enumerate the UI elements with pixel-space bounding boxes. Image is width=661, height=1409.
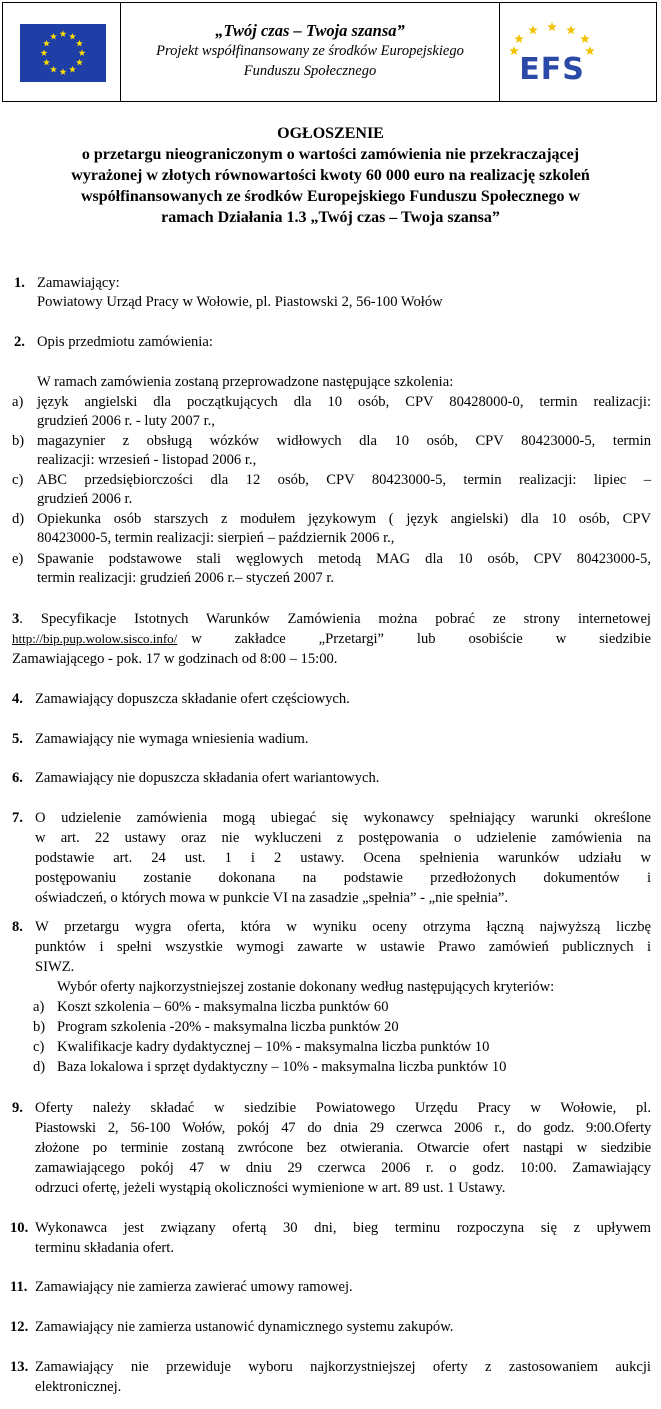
section-text: oświadczeń, o których mowa w punkcie VI na zasadzie „spełnia” - „nie spełnia”. bbox=[35, 890, 509, 906]
section-number: 10. bbox=[10, 1220, 29, 1236]
section-text: Zamawiający: bbox=[37, 275, 120, 291]
list-label: a) bbox=[12, 394, 24, 410]
header-title: „Twój czas – Twoja szansa” bbox=[215, 21, 405, 40]
efs-star-icon bbox=[580, 34, 590, 43]
list-item-text: magazynier z obsługą wózków widłowych dla 10 osób, CPV 80423000-5, termin bbox=[37, 433, 651, 449]
header-text bbox=[121, 21, 499, 81]
section-number: 2. bbox=[14, 334, 25, 350]
list-label: c) bbox=[33, 1039, 45, 1055]
list-item-text: język angielski dla początkujących dla 10 osób, CPV 80428000-0, termin realizacji: bbox=[37, 394, 651, 410]
list-label: c) bbox=[12, 472, 24, 488]
section-number: 1. bbox=[14, 275, 25, 291]
section-text: SIWZ. bbox=[35, 959, 75, 975]
section-number: 12. bbox=[10, 1319, 29, 1335]
list-item-text: Koszt szkolenia – 60% - maksymalna liczba punktów 60 bbox=[57, 999, 389, 1015]
efs-star-icon bbox=[547, 22, 557, 31]
section-text: Zamawiający nie wymaga wniesienia wadium. bbox=[35, 731, 309, 747]
list-item-text: grudzień 2006 r. - luty 2007 r., bbox=[37, 413, 215, 429]
section-text: Powiatowy Urząd Pracy w Wołowie, pl. Piastowski 2, 56-100 Wołów bbox=[37, 294, 443, 310]
section-text: Zamawiającego - pok. 17 w godzinach od 8:00 – 15:00. bbox=[12, 651, 338, 667]
list-label: b) bbox=[12, 433, 25, 449]
header-subtitle-line2: Funduszu Społecznego bbox=[243, 63, 377, 79]
section-number: 6. bbox=[12, 770, 23, 786]
section-number: 3 bbox=[12, 611, 20, 627]
section-text: Zamawiający nie zamierza zawierać umowy ramowej. bbox=[35, 1279, 353, 1295]
section-text: W przetargu wygra oferta, która w wyniku oceny otrzyma łączną najwyższą liczbę bbox=[35, 919, 651, 935]
efs-star-icon bbox=[566, 25, 576, 34]
list-item-text: Spawanie podstawowe stali węglowych metodą MAG dla 10 osób, CPV 80423000-5, bbox=[37, 551, 651, 567]
section-text: zamawiającego pokój 47 w dniu 29 czerwca 2006 r. o godz. 10:00. Zamawiający bbox=[35, 1160, 651, 1176]
section-text: Opis przedmiotu zamówienia: bbox=[37, 334, 213, 350]
list-item-text: Opiekunka osób starszych z modułem językowym ( język angielski) dla 10 osób, CPV bbox=[37, 511, 651, 527]
list-item-text: 80423000-5, termin realizacji: sierpień – październik 2006 r., bbox=[37, 530, 395, 546]
efs-star-icon bbox=[528, 25, 538, 34]
section-number: 13. bbox=[10, 1359, 29, 1375]
list-label: d) bbox=[12, 511, 25, 527]
bip-link[interactable]: http://bip.pup.wolow.sisco.info/ bbox=[12, 631, 178, 646]
heading-line: ramach Działania 1.3 „Twój czas – Twoja szansa” bbox=[161, 209, 500, 226]
section-number: 8. bbox=[12, 919, 23, 935]
announcement-heading bbox=[10, 123, 651, 228]
section-text: Piastowski 2, 56-100 Wołów, pokój 47 do dnia 29 czerwca 2006 r., do godz. 9:00.Oferty bbox=[35, 1120, 651, 1136]
section-3-line1 bbox=[12, 609, 651, 629]
section-text: W ramach zamówienia zostaną przeprowadzone następujące szkolenia: bbox=[37, 374, 454, 390]
section-text: Zamawiający nie zamierza ustanowić dynamicznego systemu zakupów. bbox=[35, 1319, 454, 1335]
section-text: punktów i spełni wszystkie wymogi zawarte w ustawie Prawo zamówień publicznych i bbox=[35, 939, 651, 955]
efs-star-icon bbox=[585, 46, 595, 55]
list-label: b) bbox=[33, 1019, 46, 1035]
heading-line: wyrażonej w złotych równowartości kwoty 60 000 euro na realizację szkoleń bbox=[71, 167, 590, 184]
efs-logo bbox=[507, 17, 597, 87]
section-number: 11. bbox=[10, 1279, 28, 1295]
section-text: Zamawiający nie dopuszcza składania ofert wariantowych. bbox=[35, 770, 380, 786]
section-number: 9. bbox=[12, 1100, 23, 1116]
efs-star-icon bbox=[509, 46, 519, 55]
section-number: 4. bbox=[12, 691, 23, 707]
section-text: Wykonawca jest związany ofertą 30 dni, bieg terminu rozpoczyna się z upływem bbox=[35, 1220, 651, 1236]
header-divider-right bbox=[499, 3, 500, 101]
section-text: Oferty należy składać w siedzibie Powiatowego Urzędu Pracy w Wołowie, pl. bbox=[35, 1100, 651, 1116]
section-text: w zakładce „Przetargi” lub osobiście w siedzibie bbox=[191, 631, 651, 647]
header-box bbox=[2, 2, 657, 102]
section-text: w art. 22 ustawy oraz nie wykluczeni z postępowania o udzielenie zamówienia na bbox=[35, 830, 651, 846]
list-label: e) bbox=[12, 551, 24, 567]
list-label: d) bbox=[33, 1059, 46, 1075]
list-item-text: Program szkolenia -20% - maksymalna liczba punktów 20 bbox=[57, 1019, 399, 1035]
list-label: a) bbox=[33, 999, 45, 1015]
section-text: złożone po terminie zostaną zwrócone bez otwierania. Otwarcie ofert nastąpi w siedzibie bbox=[35, 1140, 651, 1156]
heading-title: OGŁOSZENIE bbox=[277, 125, 384, 142]
section-text: Wybór oferty najkorzystniejszej zostanie dokonany według następujących kryteriów: bbox=[57, 979, 555, 995]
list-item-text: grudzień 2006 r. bbox=[37, 491, 133, 507]
list-item-text: ABC przedsiębiorczości dla 12 osób, CPV 80423000-5, termin realizacji: lipiec – bbox=[37, 472, 651, 488]
list-item-text: realizacji: wrzesień - listopad 2006 r., bbox=[37, 452, 257, 468]
heading-line: o przetargu nieograniczonym o wartości zamówienia nie przekraczającej bbox=[81, 146, 580, 163]
section-number: 7. bbox=[12, 810, 23, 826]
eu-flag-logo bbox=[20, 24, 106, 82]
section-text: O udzielenie zamówienia mogą ubiegać się wykonawcy spełniający warunki określone bbox=[35, 810, 651, 826]
section-text: postępowaniu zostanie dokonana na podstawie przedłożonych dokumentów i bbox=[35, 870, 651, 886]
section-text: elektronicznej. bbox=[35, 1379, 122, 1395]
section-text: Zamawiający nie przewiduje wyboru najkorzystniejszej oferty z zastosowaniem aukcji bbox=[35, 1359, 651, 1375]
list-item-text: termin realizacji: grudzień 2006 r.– styczeń 2007 r. bbox=[37, 570, 335, 586]
section-text: Zamawiający dopuszcza składanie ofert częściowych. bbox=[35, 691, 350, 707]
section-number: 5. bbox=[12, 731, 23, 747]
list-item-text: Kwalifikacje kadry dydaktycznej – 10% - maksymalna liczba punktów 10 bbox=[57, 1039, 490, 1055]
section-3-line2 bbox=[12, 629, 651, 649]
section-text: . Specyfikacje Istotnych Warunków Zamówienia można pobrać ze strony internetowej bbox=[19, 611, 651, 627]
list-item-text: Baza lokalowa i sprzęt dydaktyczny – 10% - maksymalna liczba punktów 10 bbox=[57, 1059, 507, 1075]
efs-star-icon bbox=[514, 34, 524, 43]
efs-logo-text: EFS bbox=[519, 52, 585, 87]
header-subtitle-line1: Projekt współfinansowany ze środków Europejskiego bbox=[156, 43, 464, 59]
section-text: odrzuci ofertę, jeżeli wystąpią okoliczności wymienione w art. 89 ust. 1 Ustawy. bbox=[35, 1180, 506, 1196]
section-text: podstawie art. 24 ust. 1 i 2 ustawy. Ocena spełnienia warunków udziału w bbox=[35, 850, 651, 866]
section-text: terminu składania ofert. bbox=[35, 1240, 174, 1256]
heading-line: współfinansowanych ze środków Europejskiego Funduszu Społecznego w bbox=[80, 188, 581, 205]
